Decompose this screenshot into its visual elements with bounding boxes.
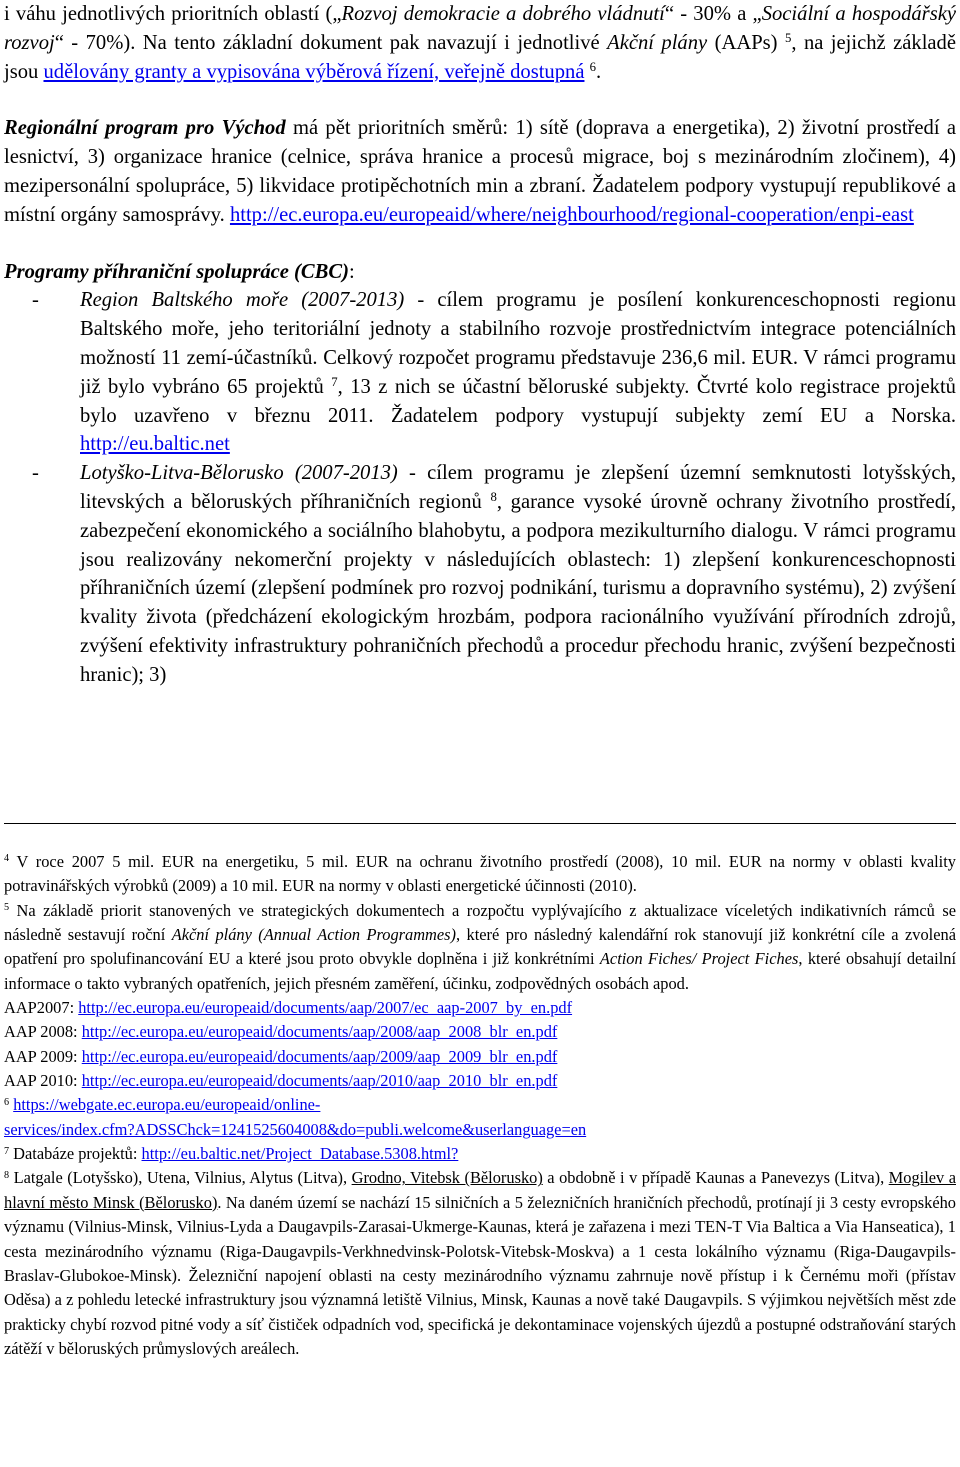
footnote-ref-8[interactable]: 8 [490, 489, 497, 504]
program-title: Region Baltského moře (2007-2013) [80, 289, 405, 312]
text-run: , na jejichž základě jsou [4, 31, 956, 83]
text-run: a obdobně i v případě Kaunas a Panevezys (Litva), [542, 1168, 889, 1188]
aap-2009-line [4, 1045, 956, 1069]
italic-run: Akční plány [607, 31, 708, 54]
enpi-east-link[interactable]: http://ec.europa.eu/europeaid/where/neighbourhood/regional-cooperation/enpi-east [229, 203, 914, 226]
list-item-lv-lt-by [4, 459, 956, 689]
aap-label: AAP 2009: [4, 1046, 82, 1066]
underlined-run: Mogilev a hlavní město Minsk (Bělorusko) [4, 1168, 956, 1212]
footnote-separator [4, 823, 956, 824]
text-run: Databáze projektů: [9, 1144, 142, 1164]
text-run: , garance vysoké úrovně ochrany životního prostředí, zabezpečení ekonomického a sociálního blahobytu, a podpora mezikulturního dialogu. V rámci programu jsou realizovány nekomerční projekty v následujících oblastech: 1) zlepšení konkurenceschopnosti příhraničních území (zlepšení podmínek pro rozvoj podnikání, turismu a dopravního systému), 2) zvýšení kvality života (předcházení ekologickým hrozbám, podpora racionálního využívání přírodních zdrojů, zvýšení efektivity infrastruktury pohraničních přechodů a procedur přechodu hranic, zvýšení bezpečnosti hranic); 3) [80, 490, 956, 686]
program-title: Lotyško-Litva-Bělorusko (2007-2013) [80, 462, 398, 485]
footnote-4 [4, 850, 956, 899]
bullet-dash: - [32, 289, 39, 312]
footnote-5 [4, 899, 956, 996]
text-run: - cílem programu je posílení konkurenceschopnosti regionu Baltského moře, jeho teritoriální jednoty a stabilního rozvoje prostřednictvím integrace potenciálních možností 11 zemí-účastníků. Celkový rozpočet programu představuje 236,6 mil. EUR. V rámci programu již bylo vybráno 65 projektů [80, 289, 956, 398]
grants-link[interactable]: udělovány granty a vypisována výběrová řízení, veřejně dostupná [43, 60, 585, 83]
footnotes [4, 850, 956, 1361]
cbc-program-list [4, 286, 956, 689]
text-run: , které obsahují detailní informace o takto vybraných opatřeních, jejich přesném zaměření, účinku, zodpovědných osobách apod. [4, 949, 957, 993]
footnote-number: 6 [4, 1096, 10, 1108]
text-run: - cílem programu je zlepšení územní semknutosti lotyšských, litevských a běloruských příhraničních regionů [80, 462, 956, 513]
webgate-link[interactable]: https://webgate.ec.europa.eu/europeaid/online- [13, 1095, 321, 1115]
italic-run: Action Fiches/ Project Fiches [599, 949, 799, 969]
text-run: . [596, 60, 602, 83]
aap-2010-line [4, 1069, 956, 1093]
italic-run: Sociální a hospodářský rozvoj [4, 3, 956, 54]
list-item-baltic-sea [4, 286, 956, 459]
regional-program-title: Regionální program pro Východ [4, 117, 286, 140]
cbc-heading: Programy příhraniční spolupráce (CBC) [4, 260, 349, 283]
footnote-ref-6[interactable]: 6 [589, 59, 597, 74]
footnote-number: 4 [4, 853, 10, 865]
footnote-number: 8 [4, 1169, 10, 1181]
text-run: “ - 70%). Na tento základní dokument pak navazují i jednotlivé [54, 31, 608, 54]
text-run: Na základě priorit stanovených ve strategických dokumentech a rozpočtu vyplývajícího z aktualizace víceletých indikativních rámců se následně sestavují roční [4, 900, 956, 945]
paragraph-cbc-heading [4, 258, 956, 287]
footnote-7 [4, 1142, 956, 1166]
text-run: V roce 2007 5 mil. EUR na energetiku, 5 mil. EUR na ochranu životního prostředí (2008), 10 mil. EUR na normy v oblasti kvality potravinářských výrobků (2009) a 10 mil. EUR na normy v oblasti energetické účinnosti (2010). [4, 852, 956, 896]
paragraph-intro [4, 0, 956, 86]
footnote-ref-7[interactable]: 7 [331, 374, 338, 389]
italic-run: Rozvoj demokracie a dobrého vládnutí [341, 3, 665, 25]
footnote-6 [4, 1093, 956, 1142]
text-run: i váhu jednotlivých prioritních oblastí („ [4, 3, 342, 25]
bullet-dash: - [32, 462, 39, 485]
text-run: Latgale (Lotyšsko), Utena, Vilnius, Alytus (Litva), [9, 1168, 352, 1188]
paragraph-gap [4, 230, 956, 258]
paragraph-gap [4, 86, 956, 114]
aap-label: AAP 2010: [4, 1071, 82, 1091]
aap-2008-link[interactable]: http://ec.europa.eu/europeaid/documents/aap/2008/aap_2008_blr_en.pdf [81, 1022, 558, 1042]
italic-run: Akční plány (Annual Action Programmes) [171, 925, 456, 945]
aap-2007-link[interactable]: http://ec.europa.eu/europeaid/documents/aap/2007/ec_aap-2007_by_en.pdf [78, 998, 573, 1018]
baltic-link[interactable]: http://eu.baltic.net [80, 433, 230, 456]
text-run: (AAPs) [707, 31, 785, 54]
aap-label: AAP 2008: [4, 1022, 82, 1042]
aap-2007-line [4, 996, 956, 1020]
webgate-link-continued[interactable]: services/index.cfm?ADSSChck=1241525604008&do=publi.welcome&userlanguage=en [4, 1119, 587, 1139]
footnote-ref-5[interactable]: 5 [784, 30, 792, 45]
text-run: “ - 30% a „ [664, 3, 762, 25]
aap-2009-link[interactable]: http://ec.europa.eu/europeaid/documents/aap/2009/aap_2009_blr_en.pdf [81, 1046, 558, 1066]
main-text [4, 0, 956, 690]
footnote-number: 5 [4, 902, 10, 914]
document-page [4, 0, 957, 1358]
text-run: : [349, 260, 355, 283]
underlined-run: Grodno, Vitebsk (Bělorusko) [351, 1168, 543, 1188]
aap-2010-link[interactable]: http://ec.europa.eu/europeaid/documents/aap/2010/aap_2010_blr_en.pdf [81, 1071, 558, 1091]
aap-label: AAP2007: [4, 998, 79, 1018]
text-run: , které pro následný kalendářní rok stanovují již konkrétní cíle a zvolená opatření pro spolufinancování EU a které jsou proto obvykle doplněna i již konkrétními [4, 925, 956, 969]
text-run [584, 61, 589, 83]
footnote-number: 7 [4, 1145, 10, 1157]
text-run: . Na daném území se nachází 15 silničních a 5 železničních hraničních přechodů, protínají ji 3 cesty evropského významu (Vilnius-Minsk, Vilnius-Lyda a Daugavpils-Zarasai-Ukmerge-Kaunas, která je zařazena i mezi TEN-T Via Baltica a Via Hanseatica), 1 cesta mezinárodního významu (Riga-Daugavpils-Verkhnedvinsk-Polotsk-Vitebsk-Moskva) a 1 cesta lokálního významu (Riga-Daugavpils-Braslav-Glubokoe-Minsk). Železniční napojení oblasti na cesty mezinárodního významu zahrnuje nově přístup i k Černému moři (přístav Oděsa) a z pohledu letecké infrastruktury jsou významná letiště Vilnius, Minsk, Kaunas a nově také Daugavpils. S výjimkou největších měst zde prakticky chybí rozvod pitné vody a síť čističek odpadních vod, specifická je dekontaminace vojenských újezdů a postupné odstraňování starých zátěží v běloruských průmyslových areálech. [4, 1192, 957, 1358]
aap-2008-line [4, 1020, 956, 1044]
project-database-link[interactable]: http://eu.baltic.net/Project_Database.5308.html? [141, 1144, 459, 1164]
text-run: , 13 z nich se účastní běloruské subjekty. Čtvrté kolo registrace projektů bylo uzavřeno v březnu 2011. Žadatelem podpory vystupují subjekty zemí EU a Norska. [80, 375, 956, 427]
footnote-8 [4, 1166, 956, 1361]
paragraph-regional-program [4, 114, 956, 229]
text-run: má pět prioritních směrů: 1) sítě (doprava a energetika), 2) životní prostředí a lesnictví, 3) organizace hranice (celnice, správa hranice a procesů migrace, boj s mezinárodním zločinem), 4) mezipersonální spolupráce, 5) likvidace protipěchotních min a zbraní. Žadatelem podpory vystupují republikové a místní orgány samosprávy. [4, 117, 956, 226]
